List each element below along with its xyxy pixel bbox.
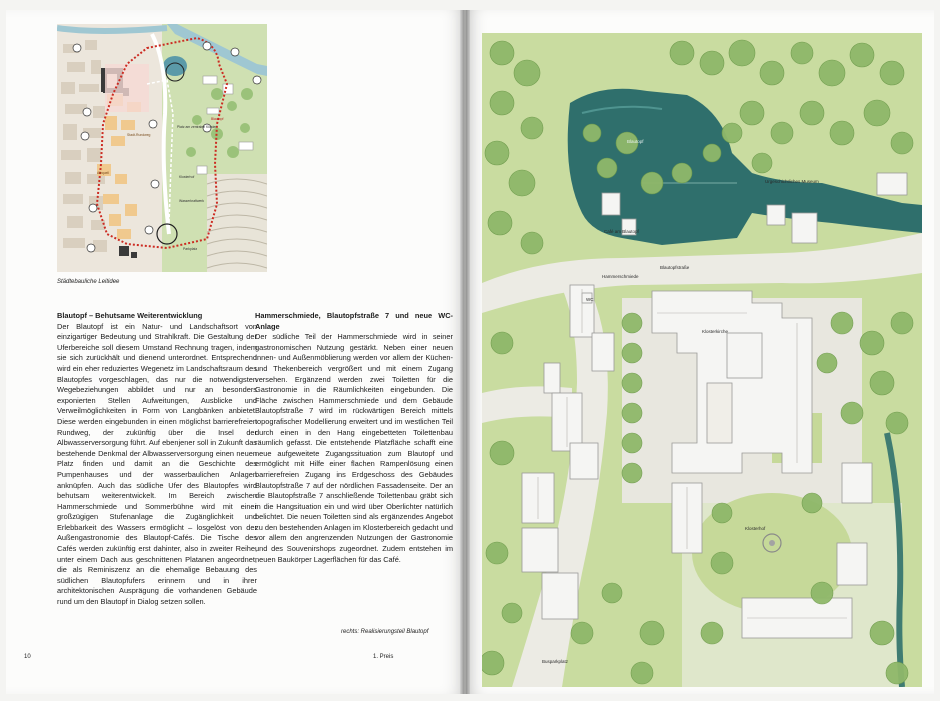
map-label-wasserkraftwerk: Wasserkraftwerk: [179, 199, 205, 203]
section-body-hammerschmiede: Der südliche Teil der Hammerschmiede wird in seiner gastronomischen Nutzung gestärkt. Neben einer neuen Innen- und Außenmöblierung werden vor allem der Küchen- und Thekenbereich vergrößert und mit einem Zugang versehen. Ergänzend werden zwei Toiletten für die Gastronomie in die Räumlichkeiten eingebunden. Die Fläche zwischen Hammerschmiede und dem Gebäude Blautopfstraße 7 wird im rückwärtigen Bereich mittels topografischer Modellierung erweitert und im westlichen Teil durch einen in den Hang eingebetteten Toilettenbau räumlich gefasst. Die entstehende Platzfläche schafft eine neue aufgeweitete Zugangssituation zum Blautopf und ermöglicht mit Hilfe einer flachen Rampenlösung einen barrierefreien Zugang ins Erdgeschoss des Gebäudes Blautopfstraße 7 auf der nördlichen Fassadenseite. Der an die Blautopfstraße 7 anschließende Toilettenbau gräbt sich in die Hangsituation ein und wird über Oberlichter natürlich belichtet. Die neuen Toiletten sind als ergänzendes Angebot zu den bestehenden Anlagen im Klosterbereich gedacht und vor allem den angrenzenden Nutzungen der Gastronomie und des Souvenirshops zugeordnet. Zudem entstehen im neuen Baukörper Lagerflächen für das Café.: [255, 332, 453, 564]
plan-label-cafe: Café am Blautopf: [604, 229, 639, 234]
plan-label-klosterhof: Klosterhof: [745, 526, 766, 531]
text-column-2: [255, 311, 453, 565]
plan-label-hammerschmiede: Hammerschmiede: [602, 274, 639, 279]
plan-label-blautopfstrasse: Blautopfstraße: [660, 265, 690, 270]
map-label-stadt-rundweg: Stadt-Rundweg: [127, 133, 151, 137]
section-body-blautopf: Der Blautopf ist ein Natur- und Landschaftsort von einzigartiger Bedeutung und Strahlkraft. Die Gestaltung der Uferbereiche soll diesem Umstand Rechnung tragen, indem sie sich zurückhält und dienend unterordnet. Entsprechend wird ein eher reduziertes Wegenetz im Landschaftsraum des Blautopfes vorgeschlagen, das nur die notwendigsten Wegebeziehungen abbildet und nur an besonders exponierten Stellen Aufweitungen, Ausblicke und Verweilmöglichkeiten in Form von Langbänken anbietet. Diese werden eingebunden in einen möglichst barrierefreien Rundweg, der zukünftig über die Insel der Albwasserversorgung führt. Auf ebenjener soll in Zukunft das bestehende Denkmal der Albwasserversorgung einen neuen Platz finden und damit an die Geschichte des Pumpenhauses und der wasserbaulichen Anlagen anknüpfen. Auch das südliche Ufer des Blautopfes wird behutsam weiterentwickelt. Im Bereich zwischen Hammerschmiede und Sommerbühne wird mit einer großzügigen Stufenanlage die Zugänglichkeit und Erlebbarkeit des Wassers ermöglicht – losgelöst von der Außengastronomie des Blautopf-Cafés. Die Tische des Cafés werden zukünftig erst dahinter, also in zweiter Reihe, unter einem Dach aus geschnittenen Platanen angeordnet, die als Reminiszenz an die ehemalige Bebauung des südlichen Blautopfufers erinnern und in ihrer architektonischen Ausprägung die vorhandenen Gebäude rund um den Blautopf in Dialog setzen sollen.: [57, 321, 257, 607]
plan-label-museum: Urgeschichtliches Museum: [765, 179, 819, 184]
plan-label-blautopf: Blautopf: [627, 139, 644, 144]
section-heading-blautopf: Blautopf – Behutsame Weiterentwicklung: [57, 311, 203, 320]
plan-label-bushalt: Busparkplatz: [542, 659, 569, 664]
footer-label: 1. Preis: [373, 654, 394, 660]
map-label-platz: Platz am zentralen Kloster: [177, 125, 217, 129]
map-caption: Städtebauliche Leitidee: [57, 279, 120, 285]
urban-concept-map-svg: [57, 24, 267, 272]
plan-label-wc: WC: [586, 297, 594, 302]
map-label-klosterhof: Klosterhof: [179, 175, 195, 179]
urban-concept-map: [57, 24, 267, 272]
site-plan-svg: [482, 33, 922, 687]
section-heading-hammerschmiede: Hammerschmiede, Blautopfstraße 7 und neue WC-Anlage: [255, 311, 453, 331]
map-label-blautopf: Blautopf: [211, 117, 224, 121]
plan-label-klosterkirche: Klosterkirche: [702, 329, 729, 334]
map-label-albquell: Albquell: [97, 171, 110, 175]
map-label-parkplatz: Parkplatz: [183, 247, 198, 251]
page-number: 10: [24, 654, 31, 660]
site-plan: [482, 33, 922, 687]
right-plan-caption: rechts: Realisierungsteil Blautopf: [341, 629, 429, 635]
text-column-1: [57, 311, 257, 608]
gutter-shadow: [460, 10, 470, 694]
